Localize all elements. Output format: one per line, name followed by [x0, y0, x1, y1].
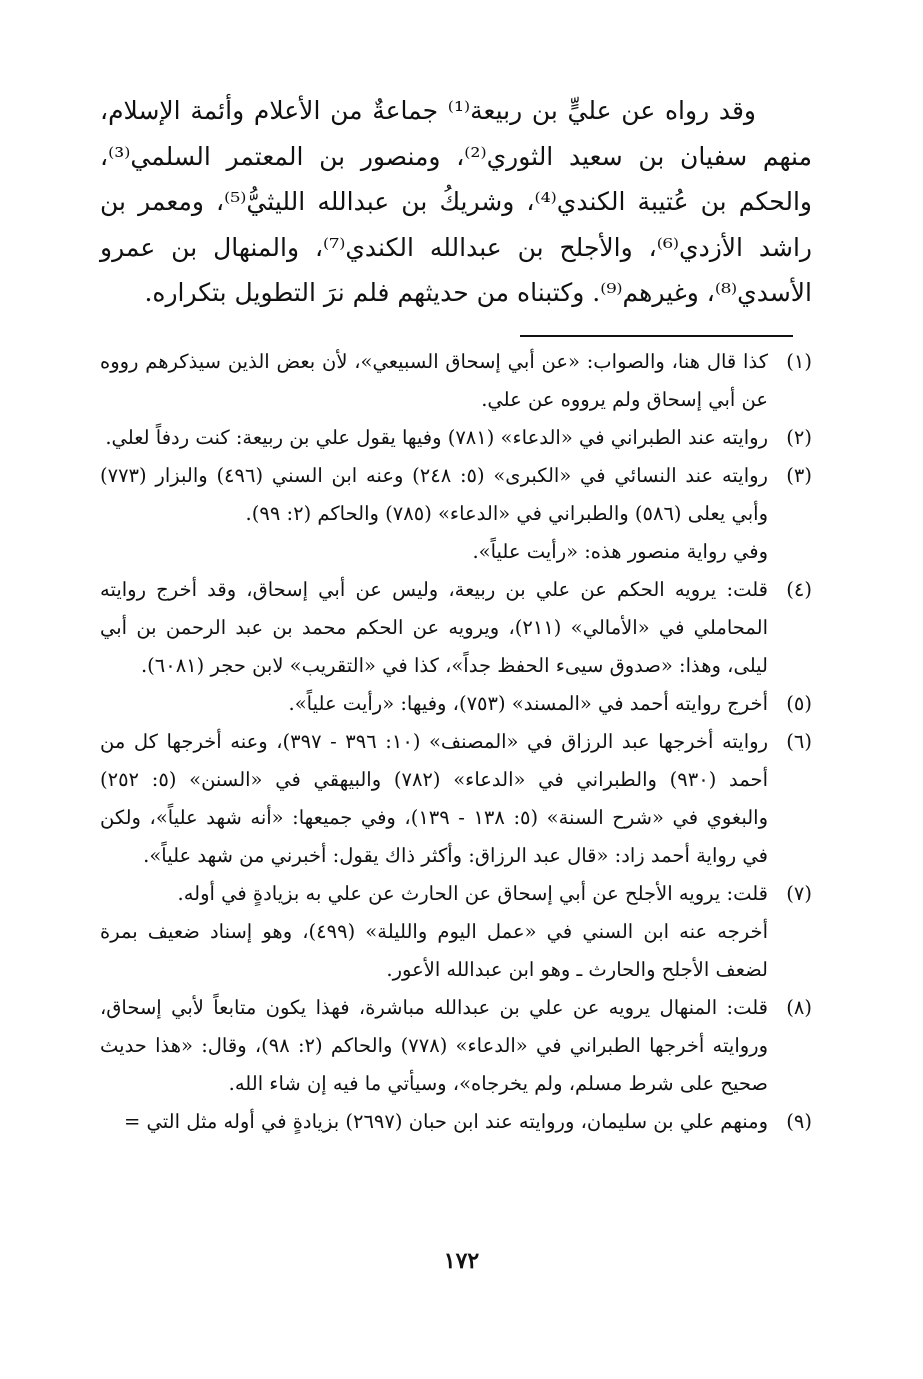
footnote-number: (٩) — [786, 1110, 812, 1133]
footnote-line: روايته عند الطبراني في «الدعاء» (٧٨١) وفيها يقول علي بن ربيعة: كنت ردفاً لعلي. — [105, 426, 768, 449]
footnote-number: (٦) — [786, 730, 812, 753]
footnote-line: قلت: المنهال يرويه عن علي بن عبدالله مباشرة، فهذا يكون متابعاً لأبي إسحاق، وروايته أخرجها الطبراني في «الدعاء» (٧٧٨) والحاكم (٢: ٩٨)، وقال: «هذا حديث صحيح على شرط مسلم، ولم يخرجاه»، وسيأتي ما فيه إن شاء الله. — [100, 996, 768, 1095]
footnote-text — [100, 571, 768, 685]
footnote-number: (٣) — [786, 464, 812, 487]
footnote — [100, 419, 812, 457]
main-paragraph: وقد رواه عن عليٍّ بن ربيعة⁽¹⁾ جماعةٌ من الأعلام وأئمة الإسلام، منهم سفيان بن سعيد الثوري⁽²⁾، ومنصور بن المعتمر السلمي⁽³⁾، والحكم بن عُتيبة الكندي⁽⁴⁾، وشريكُ بن عبدالله الليثيُّ⁽⁵⁾، ومعمر بن راشد الأزدي⁽⁶⁾، والأجلح بن عبدالله الكندي⁽⁷⁾، والمنهال بن عمرو الأسدي⁽⁸⁾، وغيرهم⁽⁹⁾. وكتبناه من حديثهم فلم نرَ التطويل بتكراره. — [100, 96, 813, 307]
footnote-text — [100, 1103, 768, 1141]
footnote-line: كذا قال هنا، والصواب: «عن أبي إسحاق السبيعي»، لأن بعض الذين سيذكرهم رووه عن أبي إسحاق ولم يرووه عن علي. — [100, 350, 768, 411]
footnote — [100, 571, 812, 685]
footnote-line: ومنهم علي بن سليمان، وروايته عند ابن حبان (٢٦٩٧) بزيادةٍ في أوله مثل التي = — [123, 1110, 768, 1133]
footnote-number: (٧) — [786, 882, 812, 905]
footnote-number: (٤) — [786, 578, 812, 601]
footnote-line: أخرجه عنه ابن السني في «عمل اليوم والليلة» (٤٩٩)، وهو إسناد ضعيف بمرة لضعف الأجلح والحارث ـ وهو ابن عبدالله الأعور. — [100, 920, 768, 981]
footnote-separator — [520, 335, 793, 337]
footnote-line: روايته عند النسائي في «الكبرى» (٥: ٢٤٨) وعنه ابن السني (٤٩٦) والبزار (٧٧٣) وأبي يعلى (٥٨٦) والطبراني في «الدعاء» (٧٨٥) والحاكم (٢: ٩٩). — [100, 464, 768, 525]
footnote — [100, 723, 812, 875]
footnote-number: (١) — [786, 350, 812, 373]
footnote — [100, 685, 812, 723]
footnote-line: روايته أخرجها عبد الرزاق في «المصنف» (١٠: ٣٩٦ - ٣٩٧)، وعنه أخرجها كل من أحمد (٩٣٠) والطبراني في «الدعاء» (٧٨٢) والبيهقي في «السنن» (٥: ٢٥٢) والبغوي في «شرح السنة» (٥: ١٣٨ - ١٣٩)، وفي جميعها: «أنه شهد علياً»، ولكن في رواية أحمد زاد: «قال عبد الرزاق: وأكثر ذاك يقول: أخبرني من شهد علياً». — [100, 730, 768, 867]
footnote-text — [100, 875, 768, 989]
footnote — [100, 343, 812, 419]
footnote-text — [100, 419, 768, 457]
footnote-text — [100, 343, 768, 419]
footnote-number: (٥) — [786, 692, 812, 715]
footnote-line: قلت: يرويه الأجلح عن أبي إسحاق عن الحارث عن علي به بزيادةٍ في أوله. — [177, 882, 768, 905]
footnotes — [100, 343, 812, 1141]
main-text — [100, 88, 812, 316]
footnote-text — [100, 457, 768, 571]
footnote-line: أخرج روايته أحمد في «المسند» (٧٥٣)، وفيها: «رأيت علياً». — [288, 692, 768, 715]
footnote — [100, 457, 812, 571]
footnote-text — [100, 723, 768, 875]
footnote — [100, 1103, 812, 1141]
footnote-text — [100, 685, 768, 723]
page-number: ١٧٢ — [443, 1248, 480, 1274]
footnote — [100, 989, 812, 1103]
footnote-line: وفي رواية منصور هذه: «رأيت علياً». — [472, 540, 768, 563]
footnote-number: (٢) — [786, 426, 812, 449]
footnote — [100, 875, 812, 989]
footnote-text — [100, 989, 768, 1103]
footnote-line: قلت: يرويه الحكم عن علي بن ربيعة، وليس عن أبي إسحاق، وقد أخرج روايته المحاملي في «الأمالي» (٢١١)، ويرويه عن الحكم محمد بن عبد الرحمن بن أبي ليلى، وهذا: «صدوق سيىء الحفظ جداً»، كذا في «التقريب» لابن حجر (٦٠٨١). — [100, 578, 768, 677]
footnote-number: (٨) — [786, 996, 812, 1019]
